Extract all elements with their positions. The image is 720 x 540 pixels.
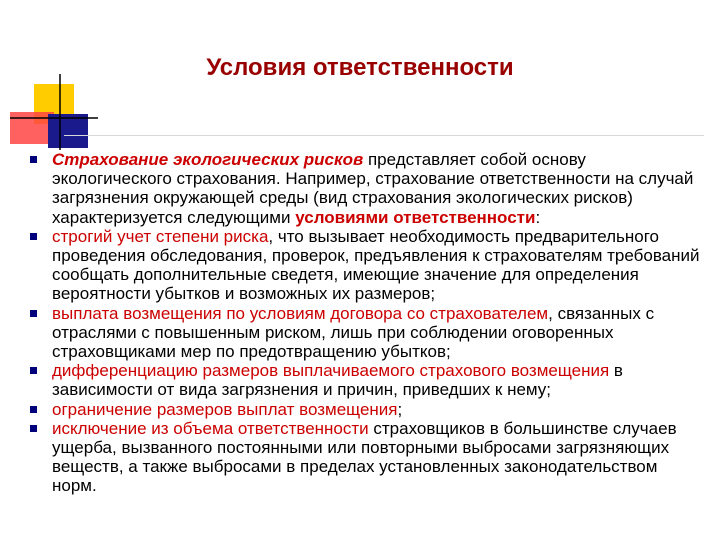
square-bullet-icon <box>30 233 37 240</box>
lead-term: Страхование экологических рисков <box>52 150 364 169</box>
item-text: , что вызывает необходимость предварительного проведения обследования, проверок, предъявления к страхователям требований сообщать дополнительные сведетя, имеющие значение для определения вероятности убытков и возможных их размеров; <box>52 226 700 304</box>
square-bullet-icon <box>30 367 37 374</box>
item-text: страховщиков в большинстве случаев ущерба, вызванного постоянными или повторными выбросами загрязняющих веществ, а также выбросами в пределах установленных законодательством норм. <box>52 418 677 496</box>
bullet-list <box>30 150 700 496</box>
list-item <box>30 227 700 304</box>
item-text: в зависимости от вида загрязнения и причин, приведших к нему; <box>52 361 623 400</box>
list-item <box>30 361 700 399</box>
square-bullet-icon <box>30 406 37 413</box>
highlight-term: условиями ответственности <box>295 207 536 227</box>
item-text: , связанных с отраслями с повышенным риском, лишь при соблюдении оговоренных страховщиками мер по предотвращению убытков; <box>52 303 655 362</box>
highlight-term: дифференциацию размеров выплачиваемого страхового возмещения <box>52 361 610 381</box>
list-item <box>30 150 700 227</box>
highlight-term: ограничение размеров выплат возмещения <box>52 399 398 419</box>
title-divider <box>64 135 704 136</box>
highlight-term: выплата возмещения по условиям договора со страхователем <box>52 303 549 323</box>
item-text: представляет собой основу экологического страхования. Например, страхование ответственности на случай загрязнения окружающей среды (вид страхования экологических рисков) характеризуется следующими <box>52 150 694 227</box>
square-bullet-icon <box>30 156 37 163</box>
list-item <box>30 400 700 419</box>
item-text: ; <box>397 399 403 419</box>
page-title: Условия ответственности <box>206 54 514 81</box>
list-item <box>30 419 700 496</box>
square-bullet-icon <box>30 310 37 317</box>
highlight-term: строгий учет степени риска <box>52 226 269 246</box>
list-item <box>30 304 700 362</box>
corner-ornament-icon <box>0 0 120 150</box>
item-text-end: : <box>535 207 541 227</box>
square-bullet-icon <box>30 425 37 432</box>
highlight-term: исключение из объема ответственности <box>52 418 369 438</box>
